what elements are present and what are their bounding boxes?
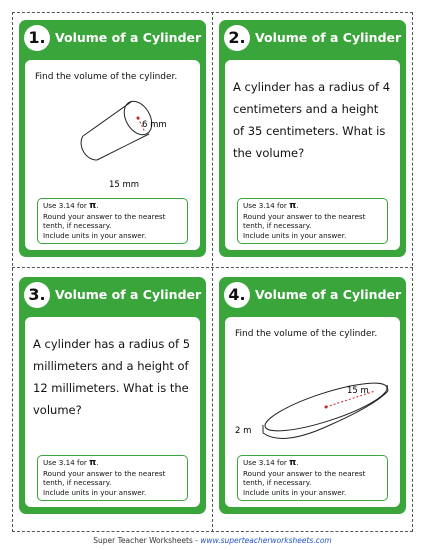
instructions-box (237, 198, 388, 244)
task-card-2 (219, 20, 406, 257)
card-number: 3. (24, 282, 50, 308)
pi-symbol: π (89, 201, 97, 211)
card-header (219, 20, 406, 58)
cylinder-diagram-tilted (25, 60, 200, 200)
card-number: 1. (24, 25, 50, 51)
card-prompt: Find the volume of the cylinder. (35, 72, 178, 82)
card-prompt: Find the volume of the cylinder. (235, 329, 378, 339)
task-card-3 (19, 277, 206, 514)
radius-label: 6 mm (142, 120, 167, 130)
pi-symbol: π (89, 458, 97, 468)
card-header (219, 277, 406, 315)
note-line-3: Include units in your answer. (243, 487, 347, 497)
card-header (19, 20, 206, 58)
note-line-1: Use 3.14 for (43, 201, 90, 210)
card-panel (225, 317, 400, 507)
note-line-3: Include units in your answer. (243, 230, 347, 240)
footer-brand: Super Teacher Worksheets - (93, 536, 201, 545)
instructions-box (37, 198, 188, 244)
card-panel (25, 60, 200, 250)
instructions-box (237, 455, 388, 501)
word-problem: A cylinder has a radius of 4 centimeters and a height of 35 centimeters. What is the volume? (233, 80, 391, 160)
footer-link[interactable]: www.superteacherworksheets.com (200, 536, 332, 545)
note-period: . (296, 458, 299, 467)
height-label: 2 m (235, 426, 252, 436)
card-title: Volume of a Cylinder (255, 30, 402, 45)
note-line-2: Round your answer to the nearest tenth, if necessary. (43, 211, 166, 231)
radius-label: 15 m (347, 386, 369, 396)
cut-line-vertical (212, 12, 213, 532)
note-period: . (96, 458, 99, 467)
note-line-2: Round your answer to the nearest tenth, if necessary. (243, 211, 366, 231)
cylinder-diagram-flat (225, 317, 400, 457)
instructions-box (37, 455, 188, 501)
word-problem: A cylinder has a radius of 5 millimeters and a height of 12 millimeters. What is the volume? (33, 337, 191, 417)
card-title: Volume of a Cylinder (255, 287, 402, 302)
cut-line-horizontal (12, 267, 413, 268)
note-line-1: Use 3.14 for (243, 458, 290, 467)
card-number: 4. (224, 282, 250, 308)
card-number: 2. (224, 25, 250, 51)
footer (0, 536, 425, 545)
pi-symbol: π (289, 201, 297, 211)
note-line-3: Include units in your answer. (43, 487, 147, 497)
note-line-2: Round your answer to the nearest tenth, if necessary. (243, 468, 366, 488)
pi-symbol: π (289, 458, 297, 468)
card-panel (225, 60, 400, 250)
note-period: . (296, 201, 299, 210)
card-title: Volume of a Cylinder (55, 30, 202, 45)
note-line-3: Include units in your answer. (43, 230, 147, 240)
note-line-1: Use 3.14 for (43, 458, 90, 467)
note-line-2: Round your answer to the nearest tenth, if necessary. (43, 468, 166, 488)
card-header (19, 277, 206, 315)
card-title: Volume of a Cylinder (55, 287, 202, 302)
task-card-4 (219, 277, 406, 514)
note-line-1: Use 3.14 for (243, 201, 290, 210)
task-card-1 (19, 20, 206, 257)
card-panel (25, 317, 200, 507)
note-period: . (96, 201, 99, 210)
height-label: 15 mm (109, 180, 140, 190)
